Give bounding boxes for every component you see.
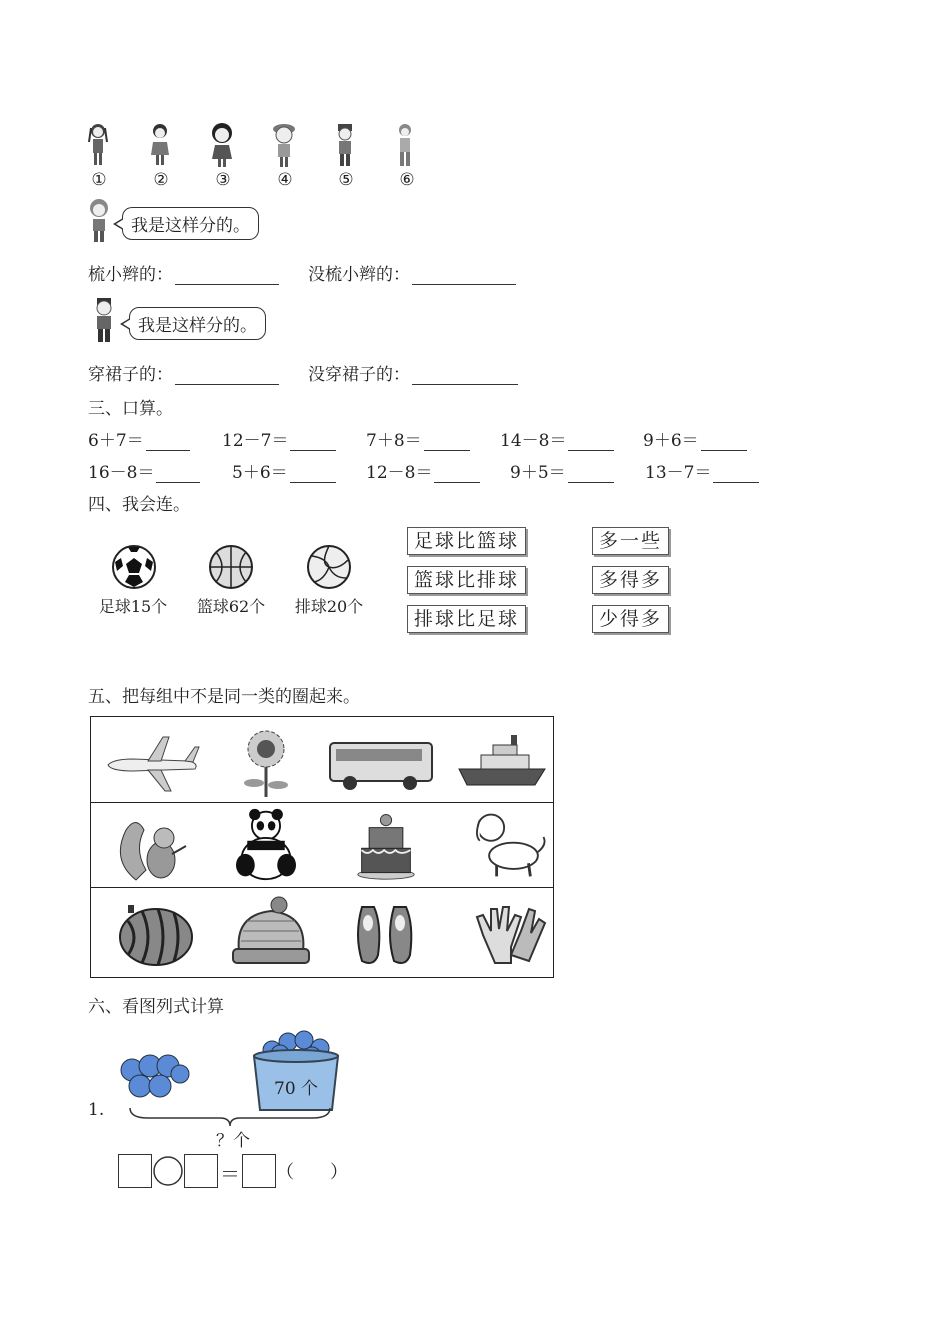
calc-2-5: 13－7＝ [645, 458, 759, 483]
skirt-label: 穿裙子的： [88, 365, 173, 385]
calc-answer-blank[interactable] [290, 449, 336, 451]
cake-icon[interactable] [336, 807, 436, 882]
volleyball-icon [306, 544, 352, 590]
kid-number-1: ① [91, 170, 107, 190]
calc-1-4: 14－8＝ [500, 426, 614, 451]
basket-label: 70 个 [274, 1079, 319, 1099]
speaker-girl-icon [86, 198, 112, 244]
compare-box-1[interactable]: 足球比篮球 [407, 527, 526, 555]
unit-paren-open: （ [276, 1162, 294, 1183]
sunflower-icon[interactable] [216, 725, 316, 800]
calc-2-1: 16－8＝ [88, 458, 200, 483]
hat-icon[interactable] [221, 895, 321, 970]
calc-1-1: 6＋7＝ [88, 426, 190, 451]
calc-2-4: 9＋5＝ [510, 458, 614, 483]
kid-number-5: ⑤ [338, 170, 354, 190]
girl-4-icon [270, 122, 298, 168]
classify-grid [90, 716, 554, 978]
question-label: ？个 [216, 1131, 250, 1151]
brace-icon [128, 1106, 332, 1128]
speaker-boy-icon [90, 296, 118, 344]
section4-title: 四、我会连。 [88, 495, 190, 515]
braid-label: 梳小辫的： [88, 265, 173, 285]
calc-answer-blank[interactable] [434, 481, 480, 483]
item-number: 1. [88, 1100, 105, 1120]
girl-3-icon [208, 122, 236, 168]
calc-2-2: 5＋6＝ [232, 458, 336, 483]
unit-paren-close: ） [330, 1162, 348, 1183]
boy-6-icon [395, 122, 415, 168]
apple-basket-icon [250, 1024, 342, 1114]
calc-answer-blank[interactable] [713, 481, 759, 483]
amount-box-2[interactable]: 多得多 [592, 566, 669, 594]
calc-answer-blank[interactable] [290, 481, 336, 483]
equals-sign: ＝ [220, 1162, 240, 1186]
noskirt-answer-blank[interactable] [412, 383, 518, 385]
section3-title: 三、口算。 [88, 399, 173, 419]
nobraid-label: 没梳小辫的： [308, 265, 410, 285]
answer-box-2[interactable] [184, 1154, 218, 1188]
watermelon-icon[interactable] [106, 895, 206, 970]
answer-box-1[interactable] [118, 1154, 152, 1188]
amount-box-1[interactable]: 多一些 [592, 527, 669, 555]
noskirt-label: 没穿裙子的： [308, 365, 410, 385]
calc-1-2: 12－7＝ [222, 426, 336, 451]
speech-bubble-2: 我是这样分的。 [129, 307, 266, 340]
basketball-label: 篮球62个 [196, 597, 266, 616]
calc-answer-blank[interactable] [156, 481, 200, 483]
ship-icon[interactable] [451, 725, 551, 800]
calc-answer-blank[interactable] [146, 449, 190, 451]
panda-icon[interactable] [216, 807, 316, 882]
kid-number-4: ④ [277, 170, 293, 190]
girl-1-icon [86, 122, 110, 168]
apples-icon [118, 1052, 190, 1102]
calc-answer-blank[interactable] [568, 481, 614, 483]
calc-answer-blank[interactable] [568, 449, 614, 451]
nobraid-row [308, 260, 516, 285]
soccer-label: 足球15个 [98, 597, 168, 616]
basketball-icon [208, 544, 254, 590]
calc-2-3: 12－8＝ [366, 458, 480, 483]
section5-title: 五、把每组中不是同一类的圈起来。 [88, 687, 360, 707]
calc-1-5: 9＋6＝ [643, 426, 747, 451]
calc-answer-blank[interactable] [701, 449, 747, 451]
nobraid-answer-blank[interactable] [412, 283, 516, 285]
compare-box-2[interactable]: 篮球比排球 [407, 566, 526, 594]
kid-number-6: ⑥ [399, 170, 415, 190]
amount-box-3[interactable]: 少得多 [592, 605, 669, 633]
shoes-icon[interactable] [336, 895, 436, 970]
answer-box-3[interactable] [242, 1154, 276, 1188]
skirt-answer-blank[interactable] [175, 383, 279, 385]
boy-5-icon [333, 122, 357, 168]
braid-row [88, 260, 279, 285]
dog-icon[interactable] [456, 807, 556, 882]
operator-circle[interactable] [152, 1155, 184, 1187]
speech-bubble-1: 我是这样分的。 [122, 207, 259, 240]
braid-answer-blank[interactable] [175, 283, 279, 285]
soccer-ball-icon [111, 544, 157, 590]
airplane-icon[interactable] [103, 725, 203, 800]
bus-icon[interactable] [326, 725, 436, 800]
volleyball-label: 排球20个 [294, 597, 364, 616]
noskirt-row [308, 360, 518, 385]
skirt-row [88, 360, 279, 385]
kid-number-2: ② [153, 170, 169, 190]
section6-title: 六、看图列式计算 [88, 997, 224, 1017]
kid-number-3: ③ [215, 170, 231, 190]
calc-1-3: 7＋8＝ [366, 426, 470, 451]
compare-box-3[interactable]: 排球比足球 [407, 605, 526, 633]
calc-answer-blank[interactable] [424, 449, 470, 451]
squirrel-icon[interactable] [106, 810, 206, 885]
gloves-icon[interactable] [459, 895, 559, 970]
girl-2-icon [148, 122, 172, 168]
